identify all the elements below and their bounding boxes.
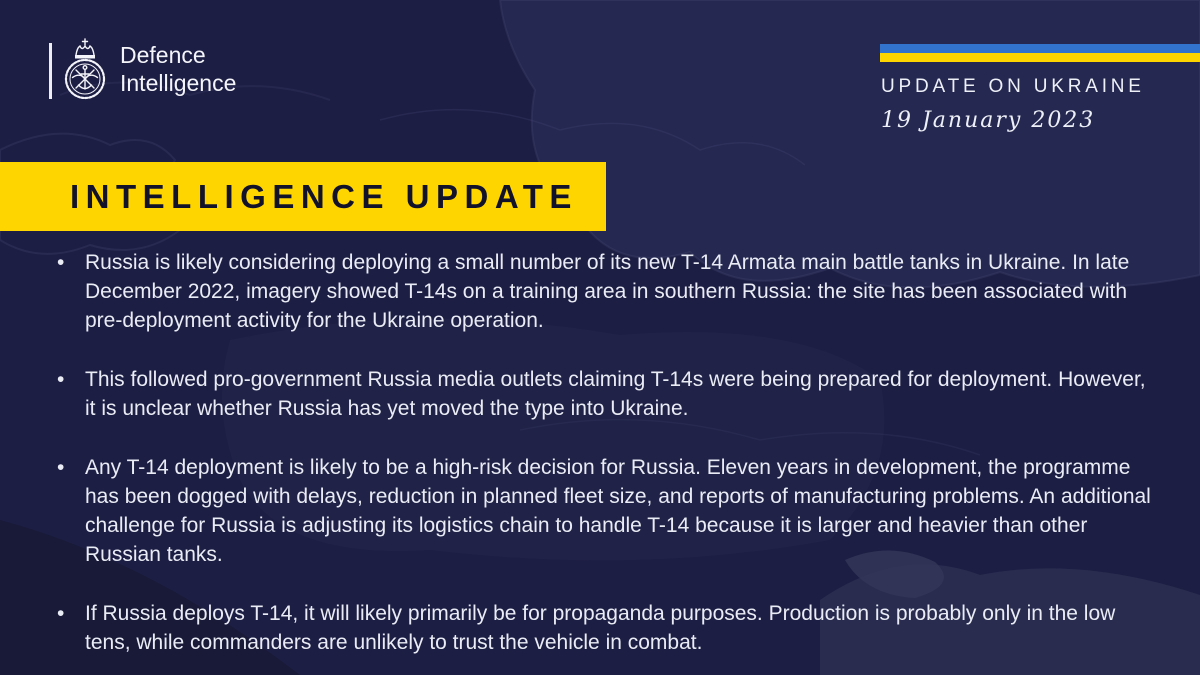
banner-title: INTELLIGENCE UPDATE [70,177,578,215]
defence-intelligence-logo [49,38,236,100]
intelligence-update-banner [0,162,606,231]
bullet-item-3: • Any T-14 deployment is likely to be a high-risk decision for Russia. Eleven years in development, the programme has been dogged with delays, reduction in planned fleet size, and reports of manufacturing problems. An additional challenge for Russia is adjusting its logistics chain to handle T-14 because it is larger and heavier than other Russian tanks. [55,453,1155,569]
logo-line1: Defence [120,42,206,68]
logo-divider [49,43,52,99]
logo-line2: Intelligence [120,70,237,96]
bullet-item-4: • If Russia deploys T-14, it will likely primarily be for propaganda purposes. Production is probably only in the low tens, while commanders are unlikely to trust the vehicle in combat. [55,599,1155,657]
ukraine-flag-stripe [880,44,1200,62]
mod-crest-icon [62,38,108,100]
bullet-item-2: • This followed pro-government Russia media outlets claiming T-14s were being prepared for deployment. However, it is unclear whether Russia has yet moved the type into Ukraine. [55,365,1155,423]
bullet-list [55,248,1155,657]
logo-text [120,41,236,97]
update-date: 19 January 2023 [881,108,1096,133]
bullet-item-1: • Russia is likely considering deploying a small number of its new T-14 Armata main battle tanks in Ukraine. In late December 2022, imagery showed T-14s on a training area in southern Russia: the site has been associated with pre-deployment activity for the Ukraine operation. [55,248,1155,335]
update-label: UPDATE ON UKRAINE [881,76,1145,97]
